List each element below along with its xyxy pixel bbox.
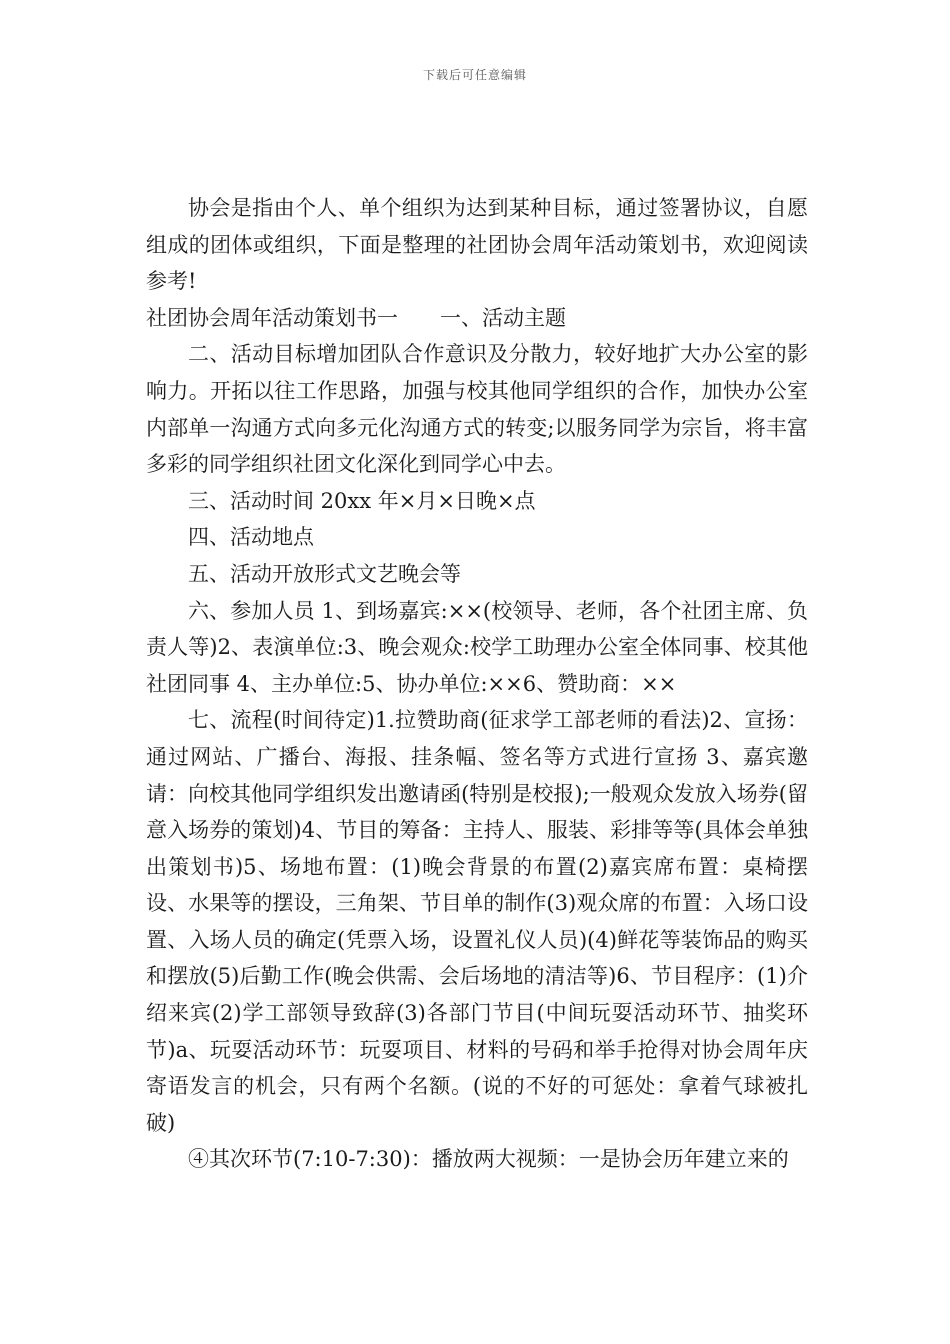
page-header-note: 下载后可任意编辑 — [422, 68, 527, 82]
section-time-paragraph: 三、活动时间 20xx 年×月×日晚×点 — [188, 488, 536, 513]
document-body — [146, 190, 808, 1178]
section-goals-paragraph: 二、活动目标增加团队合作意识及分散力，较好地扩大办公室的影响力。开拓以往工作思路，加强与校其他同学组织的合作，加快办公室内部单一沟通方式向多元化沟通方式的转变;以服务同学为宗旨，将丰富多彩的同学组织社团文化深化到同学心中去。 — [146, 342, 808, 477]
document-title-line: 社团协会周年活动策划书一 一、活动主题 — [146, 305, 566, 330]
section-location-paragraph: 四、活动地点 — [188, 525, 314, 550]
section-format-paragraph: 五、活动开放形式文艺晚会等 — [188, 561, 461, 586]
section-participants-paragraph: 六、参加人员 1、到场嘉宾:××(校领导、老师，各个社团主席、负责人等)2、表演单位:3、晚会观众:校学工助理办公室全体同事、校其他社团同事 4、主办单位:5、协办单位:××6、赞助商：×× — [146, 598, 808, 696]
section-second-stage-paragraph: ④其次环节(7:10-7:30)：播放两大视频：一是协会历年建立来的 — [188, 1147, 789, 1172]
intro-paragraph: 协会是指由个人、单个组织为达到某种目标，通过签署协议，自愿组成的团体或组织，下面是整理的社团协会周年活动策划书，欢迎阅读参考! — [146, 196, 808, 294]
section-process-paragraph: 七、流程(时间待定)1.拉赞助商(征求学工部老师的看法)2、宣扬：通过网站、广播台、海报、挂条幅、签名等方式进行宣扬 3、嘉宾邀请：向校其他同学组织发出邀请函(特别是校报);一般观众发放入场券(留意入场券的策划)4、节目的筹备：主持人、服装、彩排等等(具体会单独出策划书)5、场地布置：(1)晚会背景的布置(2)嘉宾席布置：桌椅摆设、水果等的摆设，三角架、节目单的制作(3)观众席的布置：入场口设置、入场人员的确定(凭票入场，设置礼仪人员)(4)鲜花等装饰品的购买和摆放(5)后勤工作(晚会供需、会后场地的清洁等)6、节目程序：(1)介绍来宾(2)学工部领导致辞(3)各部门节目(中间玩耍活动环节、抽奖环节)a、玩耍活动环节：玩耍项目、材料的号码和举手抢得对协会周年庆寄语发言的机会，只有两个名额。(说的不好的可惩处：拿着气球被扎破) — [146, 708, 808, 1135]
